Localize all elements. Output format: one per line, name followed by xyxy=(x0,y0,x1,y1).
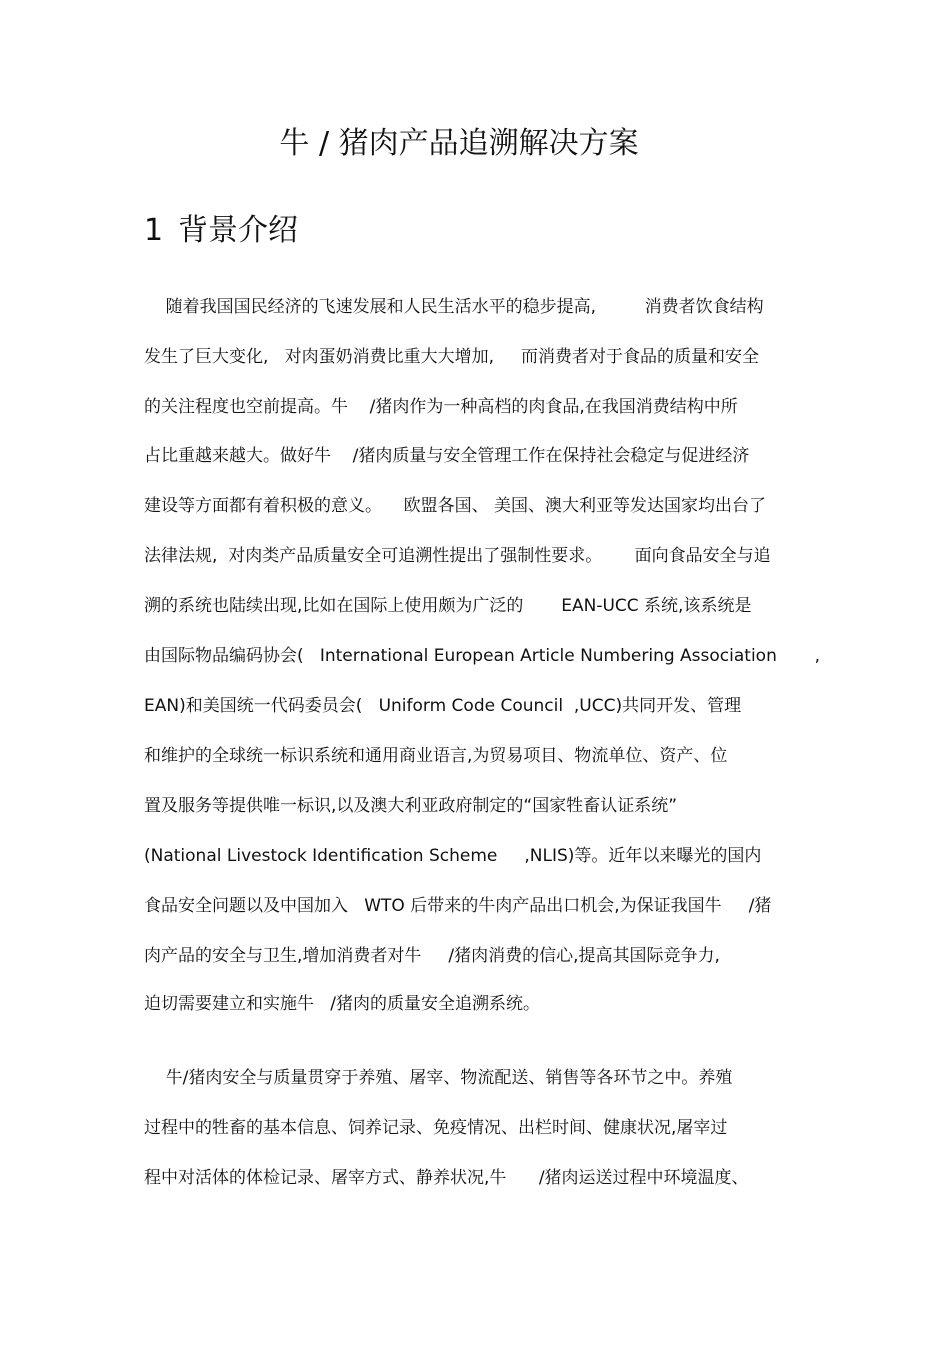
paragraph-line: 肉产品的安全与卫生,增加消费者对牛 /猪肉消费的信心,提高其国际竞争力, xyxy=(144,946,720,966)
paragraph-line: 程中对活体的体检记录、屠宰方式、静养状况,牛 /猪肉运送过程中环境温度、 xyxy=(144,1168,749,1188)
paragraph-line: 随着我国国民经济的飞速发展和人民生活水平的稳步提高, 消费者饮食结构 xyxy=(144,297,764,317)
paragraph-line: 占比重越来越大。做好牛 /猪肉质量与安全管理工作在保持社会稳定与促进经济 xyxy=(144,446,750,466)
paragraph-line: 置及服务等提供唯一标识,以及澳大利亚政府制定的“国家牲畜认证系统” xyxy=(144,796,678,816)
paragraph-line: 发生了巨大变化, 对肉蛋奶消费比重大大增加, 而消费者对于食品的质量和安全 xyxy=(144,347,760,367)
document-title: 牛 / 猪肉产品追溯解决方案 xyxy=(279,126,639,161)
paragraph-line: 法律法规, 对肉类产品质量安全可追溯性提出了强制性要求。 面向食品安全与追 xyxy=(144,546,771,566)
paragraph-line: 迫切需要建立和实施牛 /猪肉的质量安全追溯系统。 xyxy=(144,994,540,1014)
paragraph-line: (National Livestock Identification Scheme ,NLIS)等。近年以来曝光的国内 xyxy=(144,846,762,866)
paragraph-line: EAN)和美国统一代码委员会( Uniform Code Council ,UCC)共同开发、管理 xyxy=(144,696,742,716)
paragraph-line: 由国际物品编码协会( International European Article Numbering Association , xyxy=(144,646,821,666)
paragraph-line: 的关注程度也空前提高。牛 /猪肉作为一种高档的肉食品,在我国消费结构中所 xyxy=(144,397,738,417)
section-heading-text: 背景介绍 xyxy=(178,213,298,248)
section-number: 1 xyxy=(144,213,164,248)
paragraph-line: 过程中的牲畜的基本信息、饲养记录、免疫情况、出栏时间、健康状况,屠宰过 xyxy=(144,1118,728,1138)
paragraph-line: 建设等方面都有着积极的意义。 欧盟各国、 美国、澳大利亚等发达国家均出台了 xyxy=(144,496,767,516)
paragraph-line: 食品安全问题以及中国加入 WTO 后带来的牛肉产品出口机会,为保证我国牛 /猪 xyxy=(144,896,772,916)
section-heading xyxy=(144,211,298,251)
paragraph-line: 溯的系统也陆续出现,比如在国际上使用颇为广泛的 EAN-UCC 系统,该系统是 xyxy=(144,596,752,616)
paragraph-line: 牛/猪肉安全与质量贯穿于养殖、屠宰、物流配送、销售等各环节之中。养殖 xyxy=(144,1068,733,1088)
paragraph-line: 和维护的全球统一标识系统和通用商业语言,为贸易项目、物流单位、资产、位 xyxy=(144,746,728,766)
